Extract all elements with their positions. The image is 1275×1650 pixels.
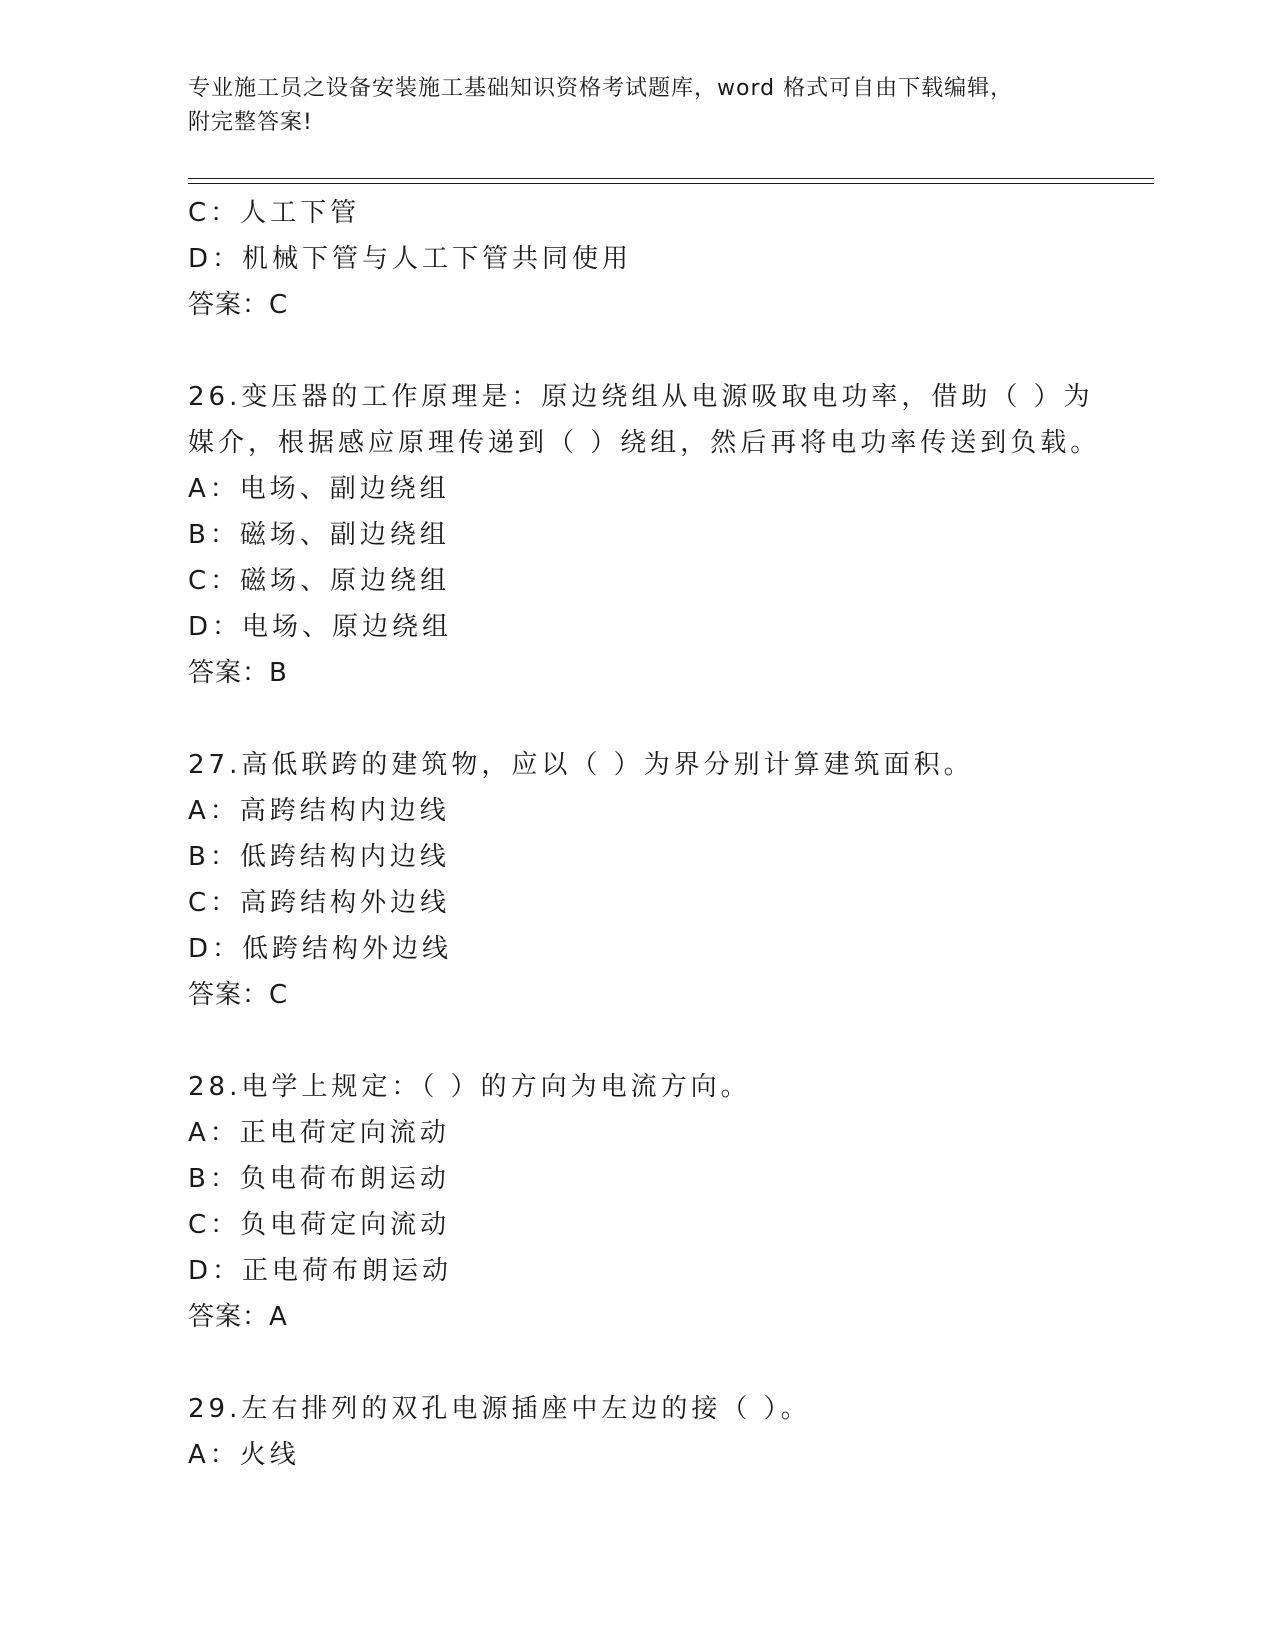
spacer (188, 328, 1088, 374)
question-stem: 28.电学上规定：（ ）的方向为电流方向。 (188, 1072, 751, 1102)
option-b: B：低跨结构内边线 (188, 842, 450, 872)
option-d: D：正电荷布朗运动 (188, 1256, 453, 1286)
header-divider-top (188, 178, 1154, 179)
header-line-2: 附完整答案! (188, 110, 313, 135)
question-stem: 29.左右排列的双孔电源插座中左边的接（ ）。 (188, 1394, 811, 1424)
header-divider-bottom (188, 183, 1154, 184)
option-d: D：机械下管与人工下管共同使用 (188, 244, 633, 274)
answer: 答案：C (188, 290, 289, 320)
answer: 答案：B (188, 658, 288, 688)
option-b: B：负电荷布朗运动 (188, 1164, 450, 1194)
answer: 答案：C (188, 980, 289, 1010)
option-b: B：磁场、副边绕组 (188, 520, 450, 550)
option-c: C：负电荷定向流动 (188, 1210, 451, 1240)
option-c: C：磁场、原边绕组 (188, 566, 451, 596)
question-stem-line-1: 26.变压器的工作原理是：原边绕组从电源吸取电功率，借助（ ）为 (188, 382, 1094, 412)
header-line-1: 专业施工员之设备安装施工基础知识资格考试题库，word 格式可自由下载编辑， (188, 76, 1014, 101)
answer: 答案：A (188, 1302, 288, 1332)
question-29 (188, 1386, 1088, 1478)
option-a: A：正电荷定向流动 (188, 1118, 450, 1148)
option-c: C：人工下管 (188, 198, 361, 228)
option-a: A：电场、副边绕组 (188, 474, 450, 504)
question-26 (188, 374, 1101, 696)
spacer (188, 1018, 1088, 1064)
option-d: D：电场、原边绕组 (188, 612, 453, 642)
question-27 (188, 742, 1088, 1018)
question-stem: 27.高低联跨的建筑物，应以（ ）为界分别计算建筑面积。 (188, 750, 974, 780)
option-d: D：低跨结构外边线 (188, 934, 453, 964)
option-c: C：高跨结构外边线 (188, 888, 451, 918)
question-list (188, 190, 1101, 1478)
option-a: A：高跨结构内边线 (188, 796, 450, 826)
document-header (188, 72, 1088, 140)
question-25-tail (188, 190, 1088, 328)
spacer (188, 1340, 1088, 1386)
option-a: A：火线 (188, 1440, 300, 1470)
question-28 (188, 1064, 1088, 1340)
spacer (188, 696, 1088, 742)
question-stem-line-2: 媒介，根据感应原理传递到（ ）绕组，然后再将电功率传送到负载。 (188, 428, 1101, 458)
